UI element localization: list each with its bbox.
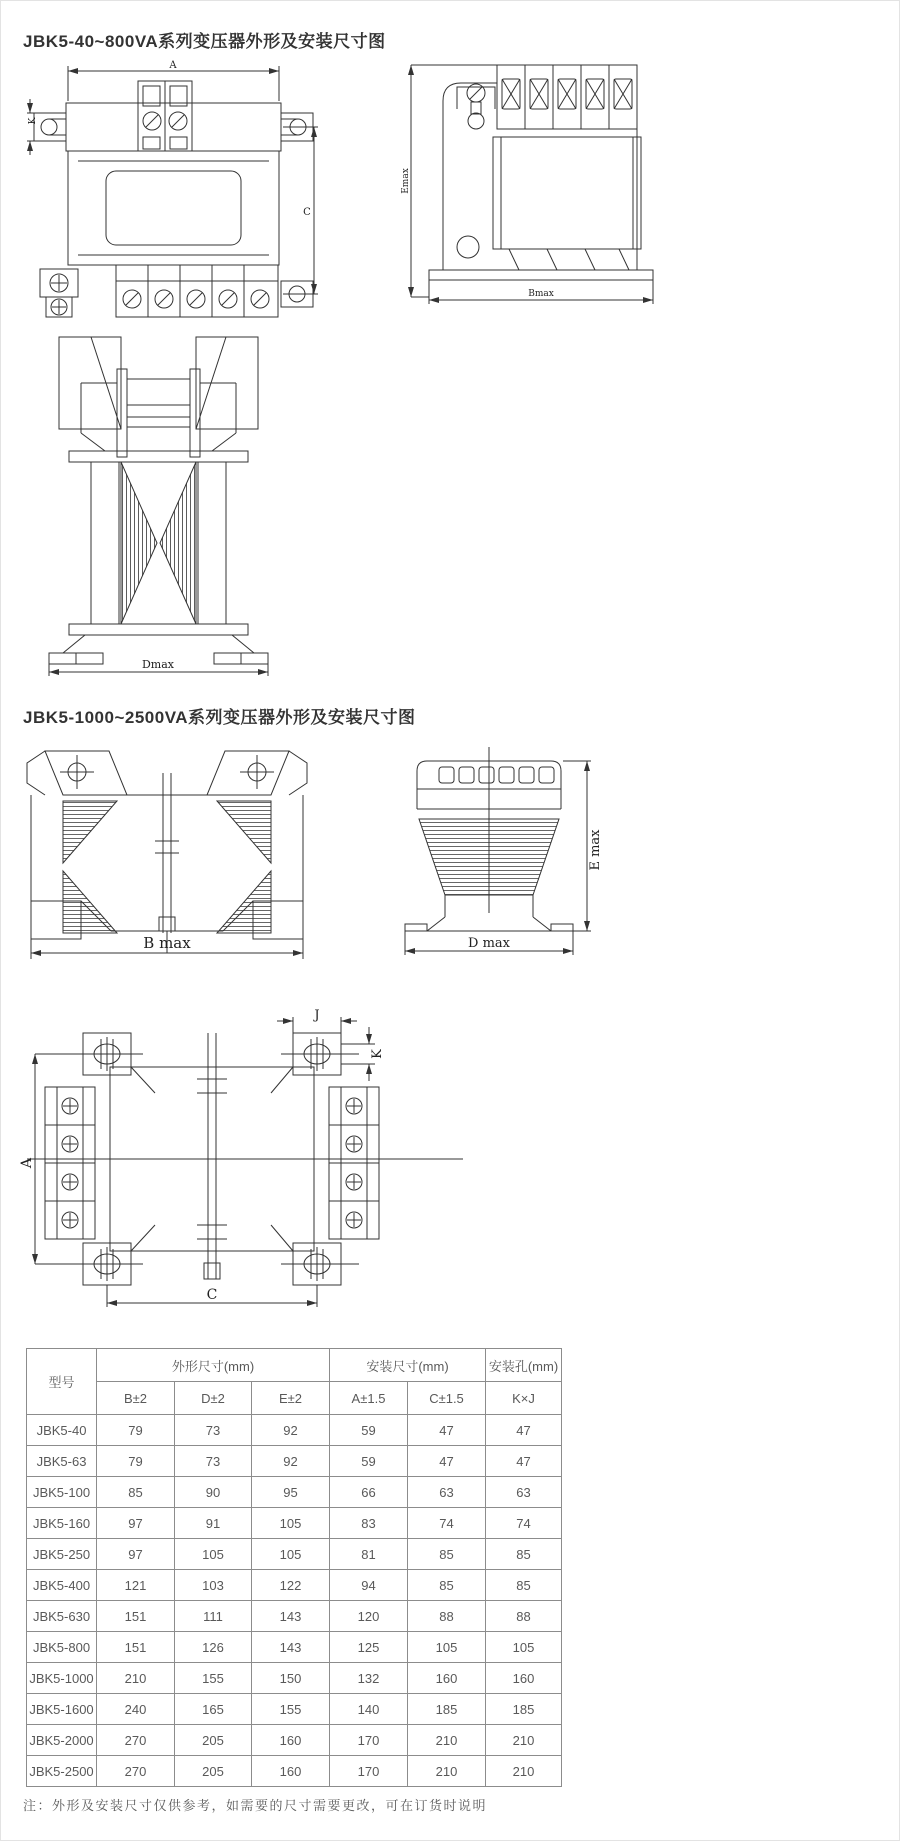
dim-value-cell: 91 — [175, 1508, 252, 1539]
dim-value-cell: 160 — [408, 1663, 486, 1694]
footnote: 注：外形及安装尺寸仅供参考，如需要的尺寸需要更改，可在订货时说明 — [23, 1798, 488, 1813]
dim-label-a: A — [19, 1157, 35, 1169]
dim-value-cell: 73 — [175, 1446, 252, 1477]
dim-value-cell: 85 — [486, 1570, 562, 1601]
large-side-view-diagram — [387, 745, 607, 961]
dim-label-dmax: D max — [468, 936, 510, 951]
model-cell: JBK5-400 — [27, 1570, 97, 1601]
dim-value-cell: 105 — [486, 1632, 562, 1663]
dim-value-cell: 150 — [252, 1663, 330, 1694]
model-cell: JBK5-1000 — [27, 1663, 97, 1694]
dim-value-cell: 88 — [486, 1601, 562, 1632]
dim-value-cell: 85 — [408, 1539, 486, 1570]
table-row — [27, 1601, 562, 1632]
dim-value-cell: 210 — [408, 1725, 486, 1756]
dim-label-j: J — [314, 1008, 320, 1023]
dim-label-emax: Emax — [401, 168, 411, 194]
dim-value-cell: 151 — [97, 1632, 175, 1663]
dim-value-cell: 210 — [97, 1663, 175, 1694]
table-row — [27, 1725, 562, 1756]
dim-label-emax: E max — [588, 829, 603, 871]
dim-value-cell: 90 — [175, 1477, 252, 1508]
table-row — [27, 1508, 562, 1539]
col-header-e: E±2 — [252, 1382, 330, 1415]
dim-value-cell: 210 — [486, 1725, 562, 1756]
dim-value-cell: 210 — [486, 1756, 562, 1787]
dim-label-a: A — [169, 60, 177, 71]
table-row — [27, 1694, 562, 1725]
dim-value-cell: 105 — [175, 1539, 252, 1570]
dim-value-cell: 105 — [252, 1508, 330, 1539]
dim-value-cell: 66 — [330, 1477, 408, 1508]
dim-value-cell: 121 — [97, 1570, 175, 1601]
dim-value-cell: 105 — [408, 1632, 486, 1663]
dim-value-cell: 155 — [252, 1694, 330, 1725]
dimension-table — [26, 1348, 562, 1787]
dim-value-cell: 126 — [175, 1632, 252, 1663]
dim-value-cell: 59 — [330, 1415, 408, 1446]
col-header-b: B±2 — [97, 1382, 175, 1415]
dim-value-cell: 79 — [97, 1446, 175, 1477]
dim-value-cell: 160 — [252, 1725, 330, 1756]
col-header-c: C±1.5 — [408, 1382, 486, 1415]
mounting-hole-header: 安装孔(mm) — [486, 1349, 562, 1382]
dim-value-cell: 79 — [97, 1415, 175, 1446]
model-cell: JBK5-40 — [27, 1415, 97, 1446]
dim-value-cell: 170 — [330, 1725, 408, 1756]
model-cell: JBK5-63 — [27, 1446, 97, 1477]
col-header-a: A±1.5 — [330, 1382, 408, 1415]
dim-value-cell: 94 — [330, 1570, 408, 1601]
model-cell: JBK5-630 — [27, 1601, 97, 1632]
group-header-row — [27, 1349, 562, 1382]
dim-value-cell: 240 — [97, 1694, 175, 1725]
dim-value-cell: 185 — [486, 1694, 562, 1725]
dim-value-cell: 85 — [486, 1539, 562, 1570]
model-cell: JBK5-2000 — [27, 1725, 97, 1756]
table-row — [27, 1663, 562, 1694]
dim-value-cell: 143 — [252, 1632, 330, 1663]
col-header-d: D±2 — [175, 1382, 252, 1415]
dim-value-cell: 85 — [97, 1477, 175, 1508]
dim-value-cell: 74 — [408, 1508, 486, 1539]
dim-value-cell: 59 — [330, 1446, 408, 1477]
table-row — [27, 1415, 562, 1446]
dim-value-cell: 160 — [486, 1663, 562, 1694]
section2-title: JBK5-1000~2500VA系列变压器外形及安装尺寸图 — [23, 708, 416, 727]
table-row — [27, 1756, 562, 1787]
dim-label-k: K — [28, 117, 38, 125]
model-cell: JBK5-100 — [27, 1477, 97, 1508]
large-front-view-diagram — [17, 741, 317, 963]
dim-value-cell: 170 — [330, 1756, 408, 1787]
dim-value-cell: 95 — [252, 1477, 330, 1508]
model-cell: JBK5-250 — [27, 1539, 97, 1570]
dim-value-cell: 63 — [408, 1477, 486, 1508]
dim-value-cell: 73 — [175, 1415, 252, 1446]
dim-value-cell: 122 — [252, 1570, 330, 1601]
dim-value-cell: 63 — [486, 1477, 562, 1508]
small-core-view-diagram — [41, 321, 276, 679]
large-bottom-view-diagram — [19, 1008, 465, 1313]
table-row — [27, 1446, 562, 1477]
dim-value-cell: 140 — [330, 1694, 408, 1725]
dim-value-cell: 205 — [175, 1725, 252, 1756]
dim-value-cell: 132 — [330, 1663, 408, 1694]
outline-dims-header: 外形尺寸(mm) — [97, 1349, 330, 1382]
model-cell: JBK5-160 — [27, 1508, 97, 1539]
dim-value-cell: 92 — [252, 1446, 330, 1477]
dim-label-k: K — [370, 1049, 385, 1059]
dim-value-cell: 97 — [97, 1508, 175, 1539]
dim-value-cell: 111 — [175, 1601, 252, 1632]
dim-value-cell: 185 — [408, 1694, 486, 1725]
dim-value-cell: 120 — [330, 1601, 408, 1632]
table-row — [27, 1570, 562, 1601]
dim-value-cell: 155 — [175, 1663, 252, 1694]
small-side-view-diagram — [397, 57, 665, 315]
dim-label-c: C — [206, 1287, 218, 1303]
dim-value-cell: 88 — [408, 1601, 486, 1632]
section1-title: JBK5-40~800VA系列变压器外形及安装尺寸图 — [23, 32, 386, 51]
model-cell: JBK5-2500 — [27, 1756, 97, 1787]
dim-value-cell: 92 — [252, 1415, 330, 1446]
dim-value-cell: 47 — [486, 1415, 562, 1446]
table-body — [27, 1415, 562, 1787]
dim-value-cell: 103 — [175, 1570, 252, 1601]
dim-value-cell: 210 — [408, 1756, 486, 1787]
dim-value-cell: 74 — [486, 1508, 562, 1539]
dim-value-cell: 270 — [97, 1725, 175, 1756]
dim-value-cell: 205 — [175, 1756, 252, 1787]
small-front-view-diagram — [26, 57, 321, 319]
dim-value-cell: 97 — [97, 1539, 175, 1570]
dim-value-cell: 125 — [330, 1632, 408, 1663]
model-cell: JBK5-1600 — [27, 1694, 97, 1725]
dim-value-cell: 47 — [408, 1415, 486, 1446]
dim-value-cell: 81 — [330, 1539, 408, 1570]
mounting-dims-header: 安装尺寸(mm) — [330, 1349, 486, 1382]
dim-value-cell: 165 — [175, 1694, 252, 1725]
dim-value-cell: 47 — [408, 1446, 486, 1477]
sub-header-row — [27, 1382, 562, 1415]
dim-label-bmax: B max — [143, 934, 191, 952]
dim-value-cell: 151 — [97, 1601, 175, 1632]
dim-value-cell: 160 — [252, 1756, 330, 1787]
dim-value-cell: 47 — [486, 1446, 562, 1477]
dim-label-c: C — [303, 207, 311, 218]
model-column-header: 型号 — [27, 1349, 97, 1415]
table-row — [27, 1477, 562, 1508]
table-row — [27, 1632, 562, 1663]
dim-label-bmax: Bmax — [528, 289, 554, 299]
dim-value-cell: 143 — [252, 1601, 330, 1632]
dim-value-cell: 83 — [330, 1508, 408, 1539]
table-row — [27, 1539, 562, 1570]
dim-value-cell: 105 — [252, 1539, 330, 1570]
model-cell: JBK5-800 — [27, 1632, 97, 1663]
col-header-kj: K×J — [486, 1382, 562, 1415]
dim-label-dmax: Dmax — [141, 658, 175, 671]
dim-value-cell: 270 — [97, 1756, 175, 1787]
dim-value-cell: 85 — [408, 1570, 486, 1601]
